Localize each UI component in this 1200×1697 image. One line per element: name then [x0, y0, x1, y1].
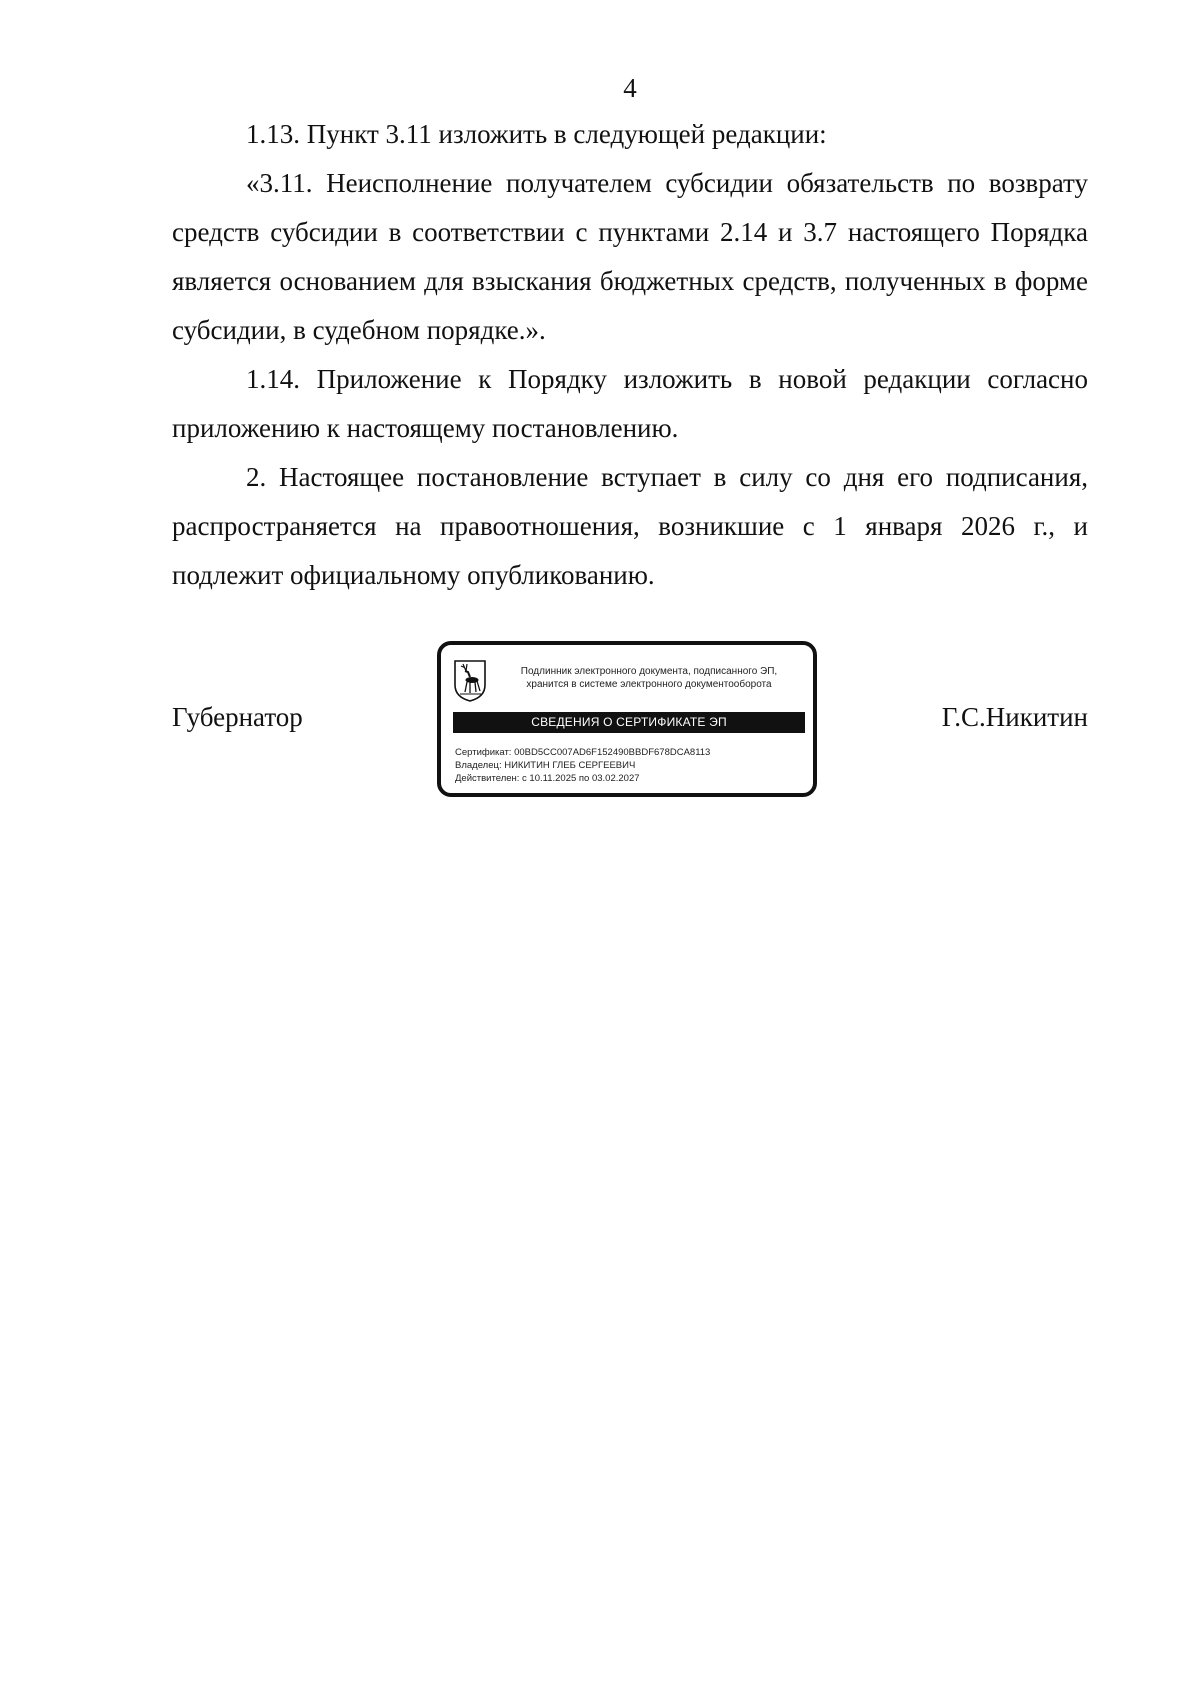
- electronic-signature-stamp: [437, 641, 817, 797]
- paragraph-1-13: 1.13. Пункт 3.11 изложить в следующей редакции:: [246, 119, 827, 149]
- paragraph-1-14: 1.14. Приложение к Порядку изложить в новой редакции согласно приложению к настоящему постановлению.: [172, 364, 1088, 443]
- page-number: 4: [623, 73, 637, 103]
- certificate-owner: Владелец: НИКИТИН ГЛЕБ СЕРГЕЕВИЧ: [455, 760, 636, 771]
- stamp-header-line-1: Подлинник электронного документа, подписанного ЭП,: [520, 666, 778, 677]
- stamp-title-bar: СВЕДЕНИЯ О СЕРТИФИКАТЕ ЭП: [453, 712, 805, 733]
- paragraph-3-11-quote: «3.11. Неисполнение получателем субсидии обязательств по возврату средств субсидии в соответствии с пунктами 2.14 и 3.7 настоящего Порядка является основанием для взыскания бюджетных средств, полученных в форме субсидии, в судебном порядке.».: [172, 168, 1088, 345]
- signer-name: Г.С.Никитин: [941, 702, 1088, 732]
- signer-position: Губернатор: [172, 702, 303, 732]
- certificate-validity: Действителен: с 10.11.2025 по 03.02.2027: [455, 773, 640, 784]
- signature-block: [172, 641, 1088, 811]
- document-body: [172, 110, 1088, 600]
- certificate-number: Сертификат: 00BD5CC007AD6F152490BBDF678DCA8113: [455, 747, 711, 758]
- stamp-header-line-2: хранится в системе электронного документооборота: [526, 679, 772, 690]
- paragraph-2: 2. Настоящее постановление вступает в силу со дня его подписания, распространяется на правоотношения, возникшие с 1 января 2026 г., и подлежит официальному опубликованию.: [172, 462, 1088, 590]
- deer-coat-of-arms-icon: [453, 659, 487, 703]
- stamp-header: [497, 665, 801, 691]
- certificate-details: [455, 746, 805, 785]
